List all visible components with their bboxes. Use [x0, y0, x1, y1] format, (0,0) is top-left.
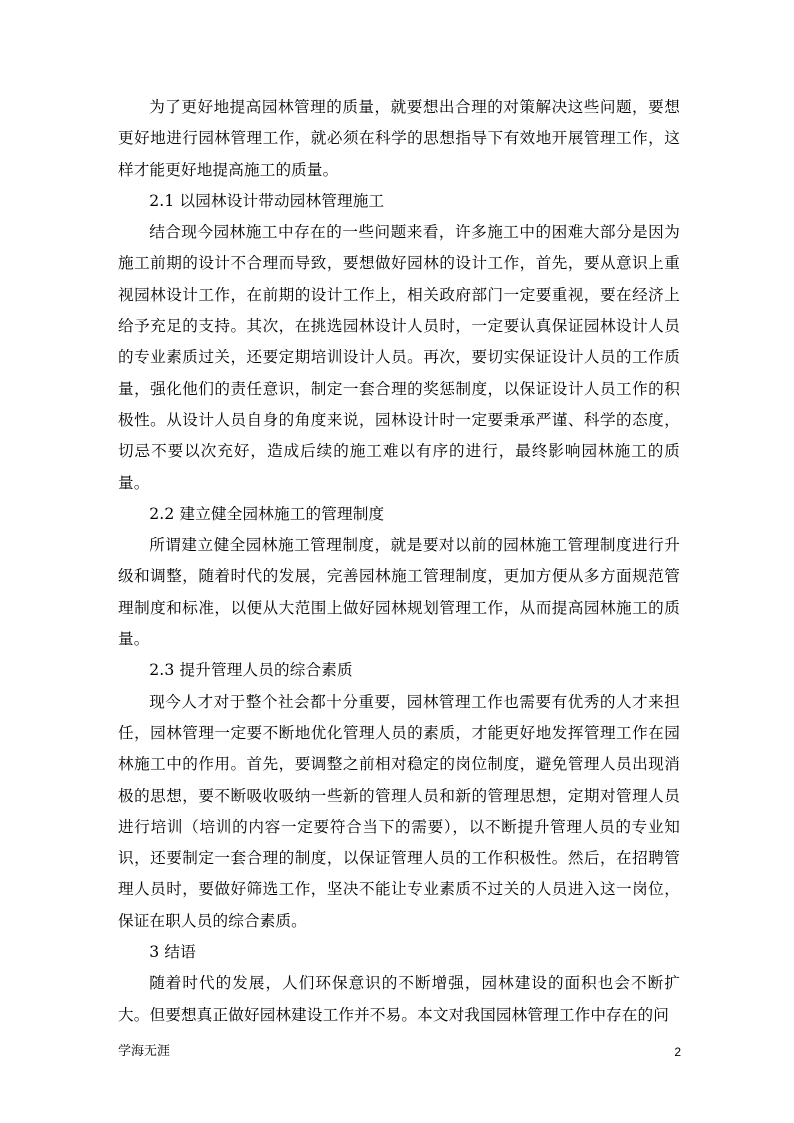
page-number: 2: [674, 1045, 681, 1059]
footer-text: 学海无涯: [118, 1044, 171, 1059]
paragraph-management-system: 所谓建立健全园林施工管理制度，就是要对以前的园林施工管理制度进行升级和调整，随着时代的发展，完善园林施工管理制度，更加方便从多方面规范管理制度和标准，以便从大范围上做好园林规划管理工作，从而提高园林施工的质量。: [118, 536, 680, 649]
paragraph-conclusion: 随着时代的发展，人们环保意识的不断增强，园林建设的面积也会不断扩大。但要想真正做好园林建设工作并不易。本文对我国园林管理工作中存在的问: [118, 974, 680, 1024]
section-heading-2-2: 2.2 建立健全园林施工的管理制度: [149, 504, 385, 523]
section-heading-3: 3 结语: [149, 943, 196, 962]
page-body: [118, 92, 680, 1031]
paragraph-intro: 为了更好地提高园林管理的质量，就要想出合理的对策解决这些问题，要想更好地进行园林管理工作，就必须在科学的思想指导下有效地开展管理工作，这样才能更好地提高施工的质量。: [118, 98, 680, 179]
paragraph-staff-quality: 现今人才对于整个社会都十分重要，园林管理工作也需要有优秀的人才来担任，园林管理一定要不断地优化管理人员的素质，才能更好地发挥管理工作在园林施工中的作用。首先，要调整之前相对稳定的岗位制度，避免管理人员出现消极的思想，要不断吸收吸纳一些新的管理人员和新的管理思想，定期对管理人员进行培训（培训的内容一定要符合当下的需要），以不断提升管理人员的专业知识，还要制定一套合理的制度，以保证管理人员的工作积极性。然后，在招聘管理人员时，要做好筛选工作，坚决不能让专业素质不过关的人员进入这一岗位，保证在职人员的综合素质。: [118, 692, 680, 930]
section-heading-2-3: 2.3 提升管理人员的综合素质: [149, 661, 353, 680]
section-heading-2-1: 2.1 以园林设计带动园林管理施工: [149, 191, 385, 210]
paragraph-design: 结合现今园林施工中存在的一些问题来看，许多施工中的困难大部分是因为施工前期的设计不合理而导致，要想做好园林的设计工作，首先，要从意识上重视园林设计工作，在前期的设计工作上，相关政府部门一定要重视，要在经济上给予充足的支持。其次，在挑选园林设计人员时，一定要认真保证园林设计人员的专业素质过关，还要定期培训设计人员。再次，要切实保证设计人员的工作质量，强化他们的责任意识，制定一套合理的奖惩制度，以保证设计人员工作的积极性。从设计人员自身的角度来说，园林设计时一定要秉承严谨、科学的态度，切忌不要以次充好，造成后续的施工难以有序的进行，最终影响园林施工的质量。: [118, 223, 680, 492]
